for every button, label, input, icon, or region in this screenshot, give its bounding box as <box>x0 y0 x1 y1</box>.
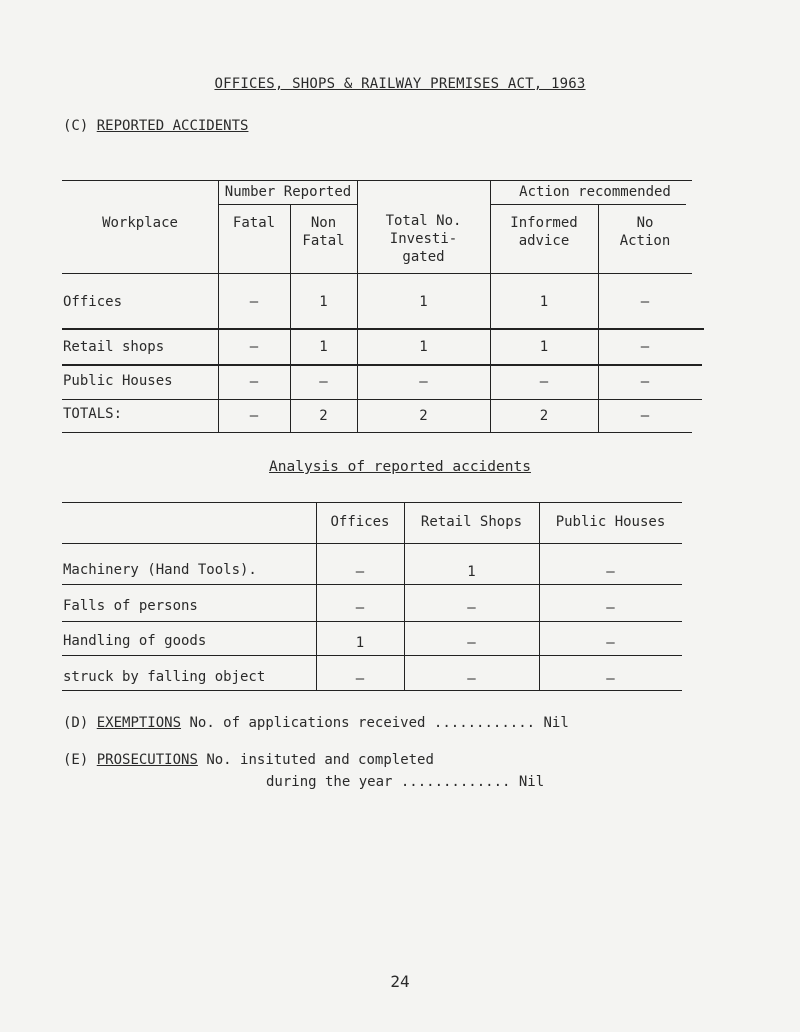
header-total-line2: Investi- <box>389 231 458 247</box>
analysis-header-offices: Offices <box>330 514 390 530</box>
header-non-fatal-line2: Fatal <box>302 233 345 249</box>
row-retail-informed: 1 <box>539 339 549 355</box>
row-retail-no-action: – <box>640 339 650 355</box>
section-e-prefix: (E) <box>63 752 89 768</box>
analysis-falls-retail: – <box>467 600 476 616</box>
row-retail-fatal: – <box>249 339 259 355</box>
row-totals-informed: 2 <box>539 408 549 424</box>
page-number: 24 <box>390 972 410 991</box>
row-public-fatal: – <box>249 374 259 390</box>
header-no-action-line2: Action <box>619 233 671 249</box>
analysis-header-retail: Retail Shops <box>420 514 523 530</box>
header-no-action-line1: No <box>636 215 654 231</box>
row-totals-total: 2 <box>419 408 428 424</box>
row-offices-no-action: – <box>640 294 650 310</box>
header-total-line1: Total No. <box>385 213 462 229</box>
row-public-non-fatal: – <box>319 374 328 390</box>
header-non-fatal <box>290 214 357 250</box>
document-title: OFFICES, SHOPS & RAILWAY PREMISES ACT, 1963 <box>214 76 586 92</box>
analysis-cause-struck: struck by falling object <box>63 669 266 685</box>
header-informed-line2: advice <box>518 233 570 249</box>
analysis-cause-handling: Handling of goods <box>63 633 207 649</box>
analysis-machinery-public: – <box>606 564 615 580</box>
analysis-falls-offices: – <box>355 600 365 616</box>
row-offices-workplace: Offices <box>63 294 123 310</box>
analysis-handling-retail: – <box>467 635 476 651</box>
section-d-text: No. of applications received ............ Nil <box>189 715 569 731</box>
analysis-header-public: Public Houses <box>555 514 666 530</box>
analysis-machinery-retail: 1 <box>467 564 476 580</box>
analysis-struck-retail: – <box>467 671 476 687</box>
analysis-title: Analysis of reported accidents <box>269 459 531 475</box>
analysis-handling-offices: 1 <box>355 635 365 651</box>
section-d-prefix: (D) <box>63 715 89 731</box>
row-totals-non-fatal: 2 <box>319 408 328 424</box>
row-public-total: – <box>419 374 428 390</box>
header-no-action <box>598 214 692 250</box>
row-retail-non-fatal: 1 <box>319 339 328 355</box>
header-action-recommended: Action recommended <box>519 184 671 200</box>
analysis-struck-offices: – <box>355 671 365 687</box>
header-informed-advice <box>490 214 598 250</box>
row-public-informed: – <box>539 374 549 390</box>
header-total-investigated <box>357 212 490 266</box>
header-number-reported: Number Reported <box>224 184 352 200</box>
row-totals-no-action: – <box>640 408 650 424</box>
row-totals-workplace: TOTALS: <box>63 406 123 422</box>
header-workplace: Workplace <box>102 215 178 231</box>
header-non-fatal-line1: Non <box>310 215 337 231</box>
analysis-handling-public: – <box>606 635 615 651</box>
row-public-workplace: Public Houses <box>63 373 173 389</box>
header-fatal: Fatal <box>232 215 276 231</box>
section-c-label: REPORTED ACCIDENTS <box>96 118 249 134</box>
section-c-heading <box>63 118 248 134</box>
section-d-label: EXEMPTIONS <box>96 715 182 731</box>
row-retail-workplace: Retail shops <box>63 339 165 355</box>
analysis-cause-machinery: Machinery (Hand Tools). <box>63 562 257 578</box>
row-offices-informed: 1 <box>539 294 549 310</box>
analysis-falls-public: – <box>606 600 615 616</box>
header-total-line3: gated <box>402 249 445 265</box>
analysis-struck-public: – <box>606 671 615 687</box>
analysis-cause-falls: Falls of persons <box>63 598 198 614</box>
row-public-no-action: – <box>640 374 650 390</box>
header-informed-line1: Informed <box>510 215 578 231</box>
section-e-text: No. insituted and completed <box>206 752 434 768</box>
section-e-text-line2: during the year ............. Nil <box>266 774 545 790</box>
section-d <box>63 715 569 731</box>
row-totals-fatal: – <box>249 408 259 424</box>
row-offices-fatal: – <box>249 294 259 310</box>
section-c-prefix: (C) <box>63 118 89 134</box>
section-e-label: PROSECUTIONS <box>96 752 198 768</box>
section-e <box>63 752 434 768</box>
row-offices-total: 1 <box>419 294 428 310</box>
row-offices-non-fatal: 1 <box>319 294 328 310</box>
analysis-machinery-offices: – <box>355 564 365 580</box>
row-retail-total: 1 <box>419 339 428 355</box>
